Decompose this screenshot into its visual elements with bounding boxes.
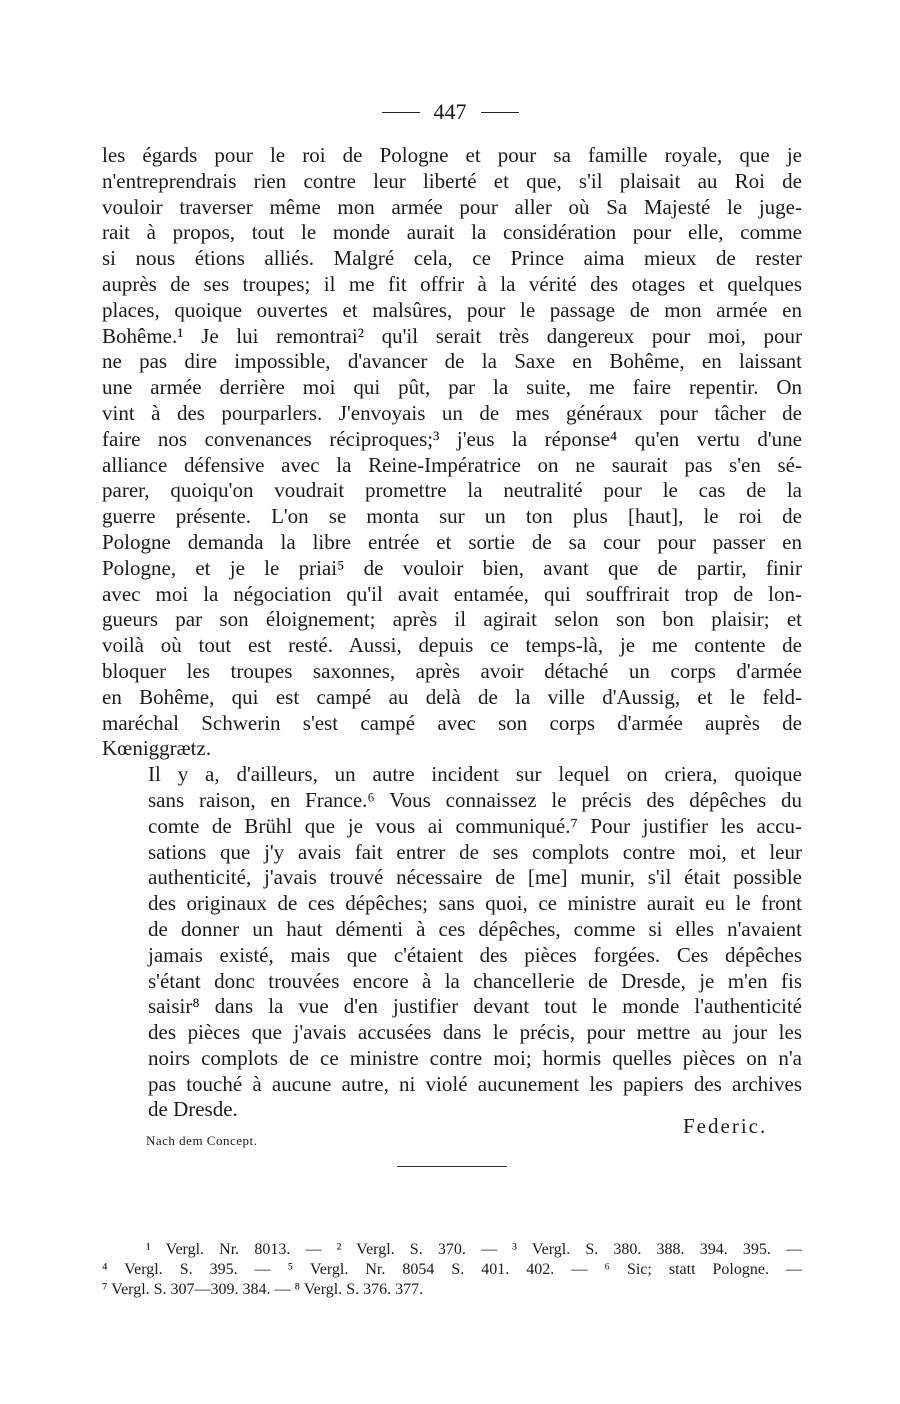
text-line: gueurs par son éloignement; après il agirait selon son bon plaisir; et — [102, 607, 802, 632]
footnote-line: ⁷ Vergl. S. 307—309. 384. — ⁸ Vergl. S. 376. 377. — [102, 1281, 424, 1298]
page-header — [0, 96, 900, 128]
text-line: Kœniggrætz. — [102, 736, 212, 761]
text-line: ne pas dire impossible, d'avancer de la Saxe en Bohême, en laissant — [102, 349, 802, 374]
text-line: avec moi la négociation qu'il avait entamée, qui souffrirait trop de lon- — [102, 581, 802, 606]
text-line: noirs complots de ce ministre contre moi; hormis quelles pièces on n'a — [148, 1045, 802, 1070]
paragraph-1 — [102, 143, 802, 762]
section-rule — [397, 1166, 507, 1167]
header-dash-left — [382, 112, 420, 113]
text-line: s'étant donc trouvées encore à la chancellerie de Dresde, je m'en fis — [148, 968, 802, 993]
text-line: parer, quoiqu'on voudrait promettre la neutralité pour le cas de la — [102, 478, 802, 503]
text-line: une armée derrière moi qui pût, par la suite, me faire repentir. On — [102, 375, 802, 400]
text-line: comte de Brühl que je vous ai communiqué.⁷ Pour justifier les accu- — [148, 813, 802, 838]
text-line: en Bohême, qui est campé au delà de la ville d'Aussig, et le feld- — [102, 684, 802, 709]
text-line: Bohême.¹ Je lui remontrai² qu'il serait très dangereux pour moi, pour — [102, 323, 802, 348]
text-line: n'entreprendrais rien contre leur liberté et que, s'il plaisait au Roi de — [102, 168, 802, 193]
text-line: vint à des pourparlers. J'envoyais un de mes généraux pour tâcher de — [102, 400, 802, 425]
text-line: voilà où tout est resté. Aussi, depuis ce temps-là, je me contente de — [102, 633, 802, 658]
text-line: des pièces que j'avais accusées dans le précis, pour mettre au jour les — [148, 1020, 802, 1045]
text-line: vouloir traverser même mon armée pour aller où Sa Majesté le juge- — [102, 194, 802, 219]
footnotes — [102, 1240, 802, 1300]
text-line: places, quoique ouvertes et malsûres, pour le passage de mon armée en — [102, 297, 802, 322]
footnote-line: ¹ Vergl. Nr. 8013. — ² Vergl. S. 370. — ³ Vergl. S. 380. 388. 394. 395. — — [146, 1241, 802, 1258]
text-line: auprès de ses troupes; il me fit offrir à la vérité des otages et quelques — [102, 271, 802, 296]
text-line: saisir⁸ dans la vue d'en justifier devant tout le monde l'authenticité — [148, 994, 802, 1019]
text-line: jamais existé, mais que c'étaient des pièces forgées. Ces dépêches — [148, 942, 802, 967]
text-line: sans raison, en France.⁶ Vous connaissez le précis des dépêches du — [148, 787, 802, 812]
text-line: faire nos convenances réciproques;³ j'eus la réponse⁴ qu'en vertu d'une — [102, 426, 802, 451]
text-line: maréchal Schwerin s'est campé avec son corps d'armée auprès de — [102, 710, 802, 735]
paragraph-2 — [102, 762, 802, 1123]
text-line: Pologne demanda la libre entrée et sortie de sa cour pour passer en — [102, 529, 802, 554]
signature: Federic. — [683, 1114, 768, 1138]
source-note: Nach dem Concept. — [146, 1133, 258, 1148]
text-line: les égards pour le roi de Pologne et pour sa famille royale, que je — [102, 143, 802, 167]
text-line: guerre présente. L'on se monta sur un ton plus [haut], le roi de — [102, 504, 802, 529]
text-line: des originaux de ces dépêches; sans quoi, ce ministre aurait eu le front — [148, 891, 802, 916]
header-dash-right — [481, 112, 519, 113]
text-line: alliance défensive avec la Reine-Impératrice on ne saurait pas s'en sé- — [102, 452, 802, 477]
text-line: pas touché à aucune autre, ni violé aucunement les papiers des archives — [148, 1071, 802, 1096]
text-line: Pologne, et je le priai⁵ de vouloir bien, avant que de partir, finir — [102, 555, 802, 580]
text-line: authenticité, j'avais trouvé nécessaire de [me] munir, s'il était possible — [148, 865, 802, 890]
text-line: Il y a, d'ailleurs, un autre incident sur lequel on criera, quoique — [148, 762, 802, 787]
text-line: si nous étions alliés. Malgré cela, ce Prince aima mieux de rester — [102, 246, 802, 271]
text-line: de donner un haut démenti à ces dépêches, comme si elles n'avaient — [148, 916, 802, 941]
page-number: 447 — [433, 99, 467, 124]
text-line: sations que j'y avais fait entrer de ses complots contre moi, et leur — [148, 839, 802, 864]
text-line: rait à propos, tout le monde aurait la considération pour elle, comme — [102, 220, 802, 245]
footnote-line: ⁴ Vergl. S. 395. — ⁵ Vergl. Nr. 8054 S. 401. 402. — ⁶ Sic; statt Pologne. — — [102, 1261, 802, 1278]
body-text — [102, 143, 802, 1123]
text-line: de Dresde. — [148, 1097, 238, 1122]
text-line: bloquer les troupes saxonnes, après avoir détaché un corps d'armée — [102, 658, 802, 683]
